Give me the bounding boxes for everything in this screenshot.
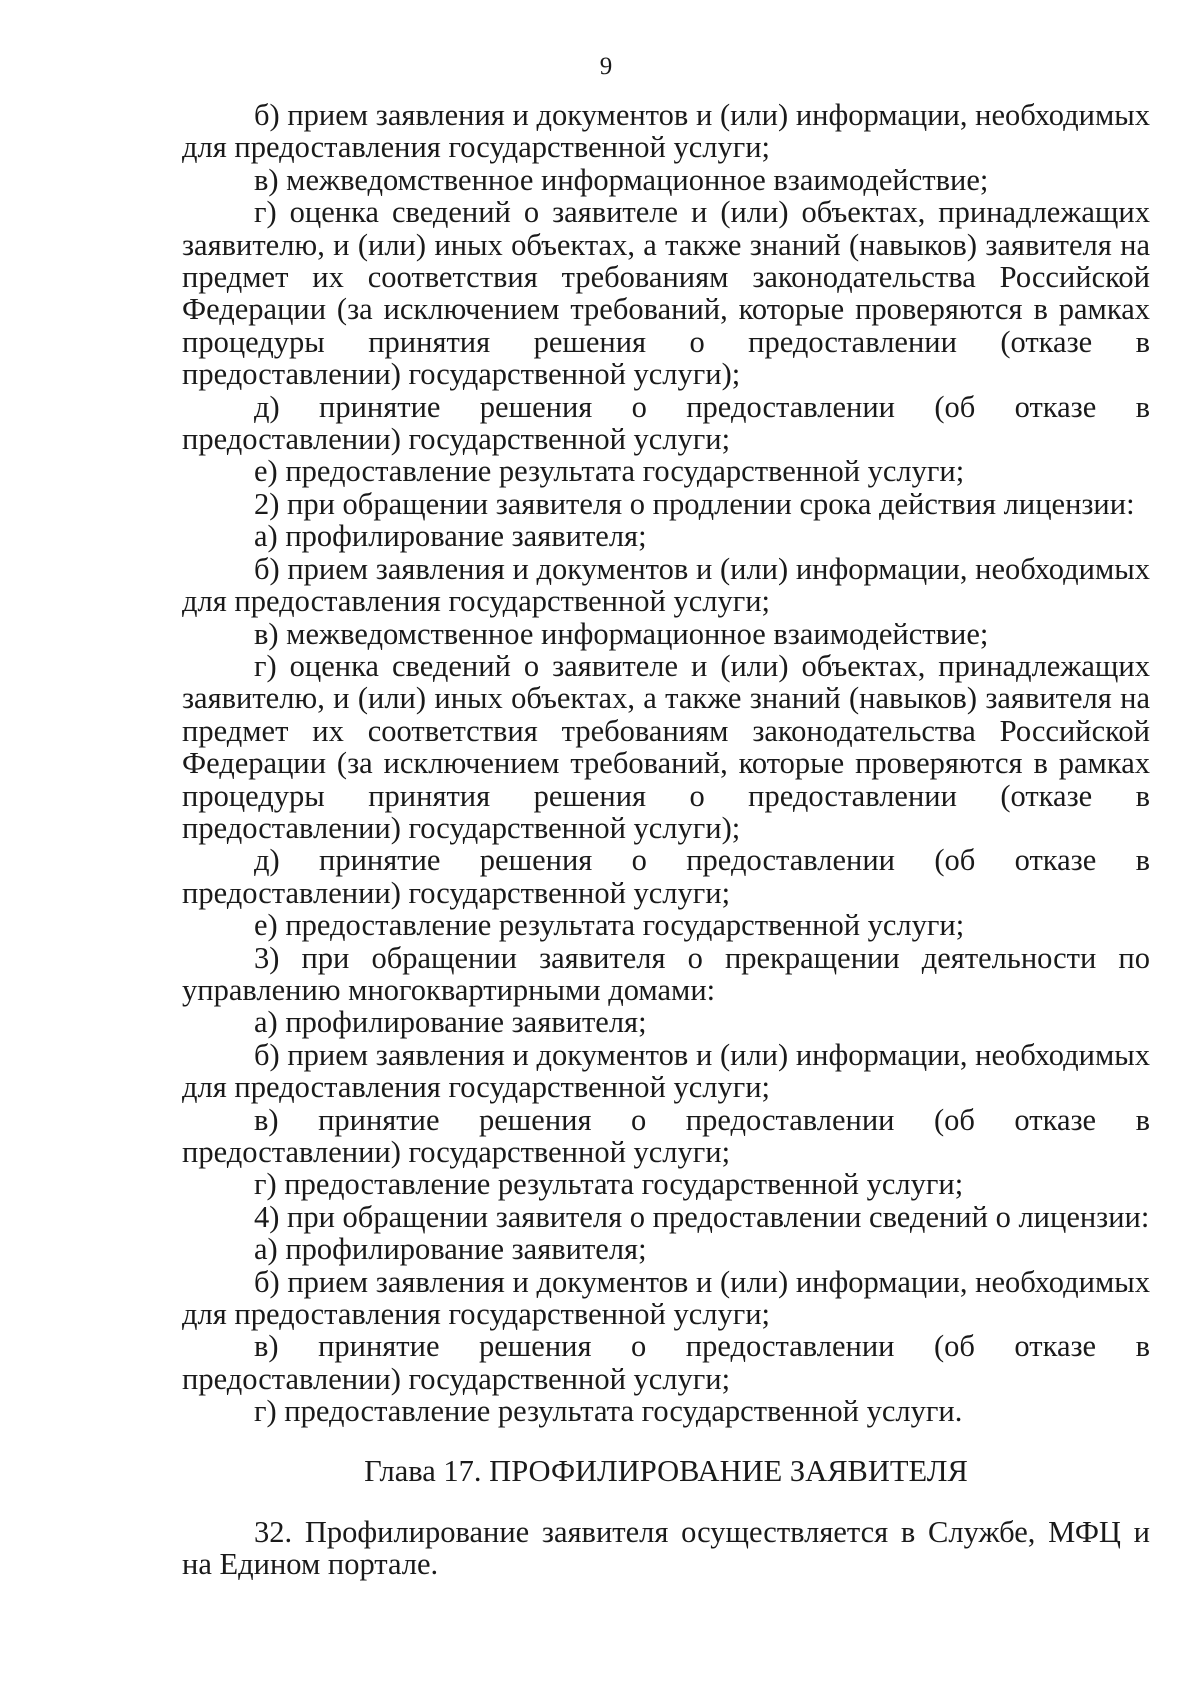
paragraph: д) принятие решения о предоставлении (об отказе в предоставлении) государственной услуги; (182, 843, 1150, 910)
paragraph: д) принятие решения о предоставлении (об отказе в предоставлении) государственной услуги; (182, 389, 1150, 457)
paragraph: в) принятие решения о предоставлении (об отказе в предоставлении) государственной услуги; (182, 1329, 1150, 1396)
paragraph: в) принятие решения о предоставлении (об отказе в предоставлении) государственной услуги; (182, 1102, 1150, 1169)
chapter-heading: Глава 17. ПРОФИЛИРОВАНИЕ ЗАЯВИТЕЛЯ (364, 1453, 968, 1488)
paragraph: е) предоставление результата государственной услуги; (254, 908, 965, 943)
page-number: 9 (599, 53, 613, 80)
paragraph: в) межведомственное информационное взаимодействие; (254, 616, 989, 651)
paragraph: г) оценка сведений о заявителе и (или) объектах, принадлежащих заявителю, и (или) иных объектах, а также знаний (навыков) заявителя на предмет их соответствия требованиям законодательства Российской Федерации (за исключением требований, которые проверяются в рамках процедуры принятия решения о предоставлении (отказе в предоставлении) государственной услуги); (182, 195, 1150, 392)
paragraph: а) профилирование заявителя; (254, 519, 647, 554)
paragraph: б) прием заявления и документов и (или) информации, необходимых для предоставления государственной услуги; (182, 551, 1150, 619)
paragraph: е) предоставление результата государственной услуги; (254, 454, 965, 489)
paragraph: г) предоставление результата государственной услуги; (254, 1167, 964, 1202)
paragraph: б) прием заявления и документов и (или) информации, необходимых для предоставления государственной услуги; (182, 1037, 1150, 1105)
paragraph: 32. Профилирование заявителя осуществляется в Службе, МФЦ и на Едином портале. (182, 1515, 1150, 1582)
paragraph: б) прием заявления и документов и (или) информации, необходимых для предоставления государственной услуги; (182, 98, 1150, 165)
paragraph: 2) при обращении заявителя о продлении срока действия лицензии: (254, 486, 1135, 521)
paragraph: б) прием заявления и документов и (или) информации, необходимых для предоставления государственной услуги; (182, 1264, 1150, 1332)
paragraph: а) профилирование заявителя; (254, 1232, 647, 1267)
paragraph: в) межведомственное информационное взаимодействие; (254, 162, 989, 197)
document-body (182, 99, 1150, 1581)
paragraph: г) предоставление результата государственной услуги. (254, 1394, 963, 1429)
paragraph: г) оценка сведений о заявителе и (или) объектах, принадлежащих заявителю, и (или) иных объектах, а также знаний (навыков) заявителя на предмет их соответствия требованиям законодательства Российской Федерации (за исключением требований, которые проверяются в рамках процедуры принятия решения о предоставлении (отказе в предоставлении) государственной услуги); (182, 648, 1150, 845)
paragraph: 3) при обращении заявителя о прекращении деятельности по управлению многоквартирными домами: (182, 940, 1150, 1007)
paragraph: 4) при обращении заявителя о предоставлении сведений о лицензии: (254, 1199, 1150, 1234)
paragraph: а) профилирование заявителя; (254, 1005, 647, 1040)
